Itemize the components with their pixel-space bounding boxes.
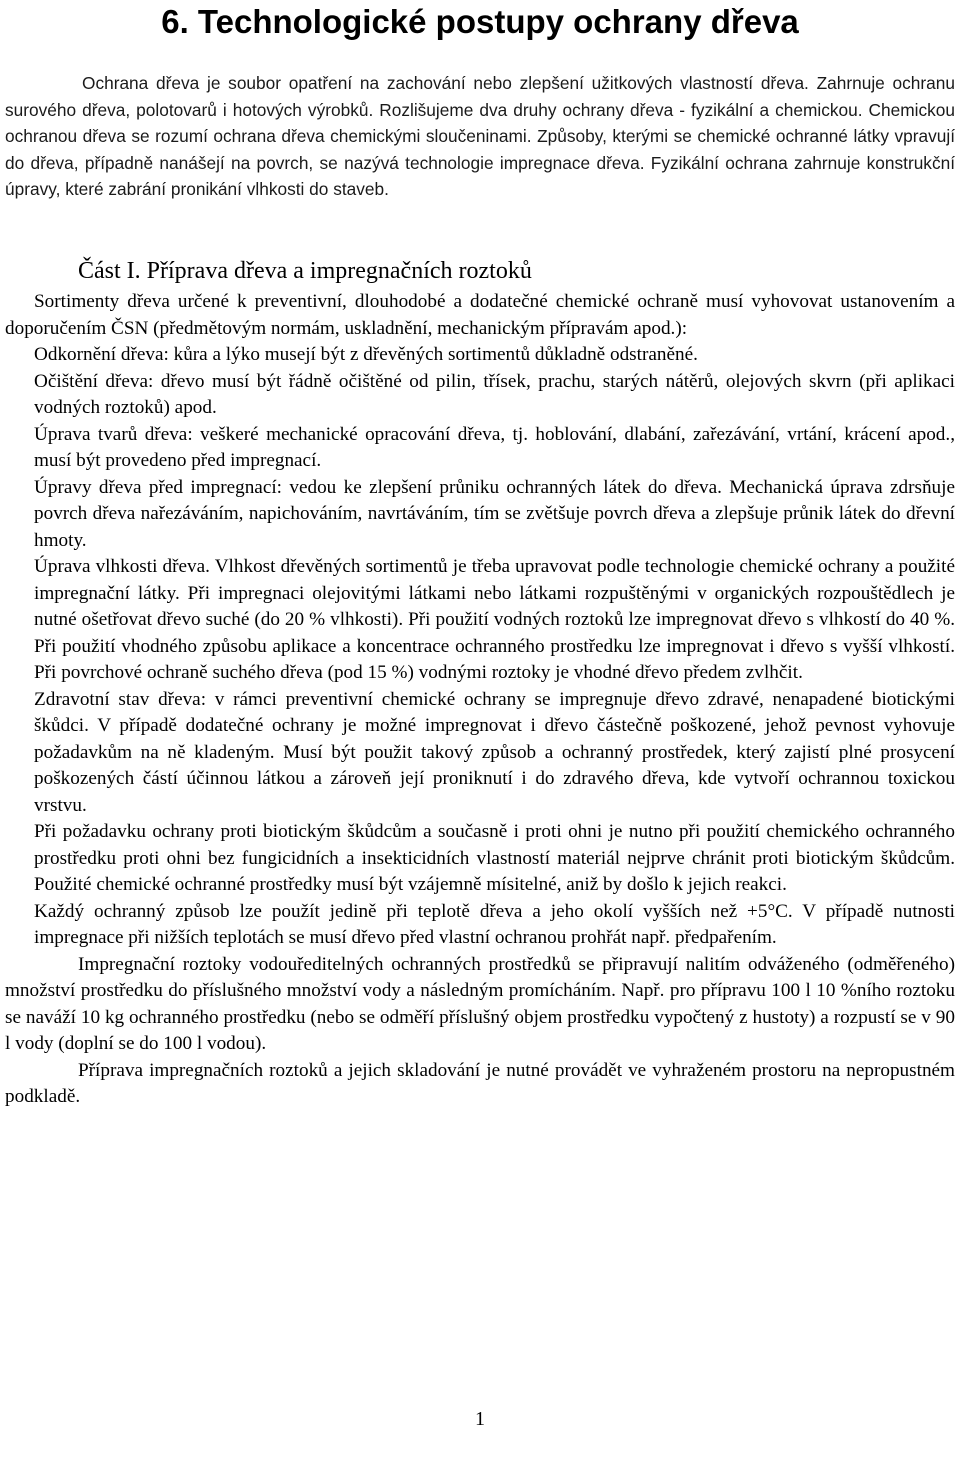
intro-paragraph: Ochrana dřeva je soubor opatření na zachování nebo zlepšení užitkových vlastností dřeva. Zahrnuje ochranu surového dřeva, polotovarů i hotových výrobků. Rozlišujeme dva druhy ochrany dřeva - fyzikální a chemickou. Chemickou ochranou dřeva se rozumí ochrana dřeva chemickými sloučeninami. Způsoby, kterými se chemické ochranné látky vpravují do dřeva, případně nanášejí na povrch, se nazývá technologie impregnace dřeva. Fyzikální ochrana zahrnuje konstrukční úpravy, které zabrání pronikání vlhkosti do staveb.: [5, 73, 955, 199]
list-item-fire-protection: Při požadavku ochrany proti biotickým škůdcům a současně i proti ohni je nutno při použití chemického ochranného prostředku proti ohni bez fungicidních a insekticidních vlastností materiál nejprve chránit proti biotickým škůdcům. Použité chemické ochranné prostředky musí být vzájemně mísitelné, aniž by došlo k jejich reakci.: [34, 821, 955, 895]
storage-paragraph: Příprava impregnačních roztoků a jejich skladování je nutné provádět ve vyhraženém prostoru na nepropustném podkladě.: [5, 1059, 955, 1107]
list-item-temperature: Každý ochranný způsob lze použít jedině při teplotě dřeva a jeho okolí vyšších než +5°C. V případě nutnosti impregnace při nižších teplotách se musí dřevo před vlastní ochranou prohřát např. předpařením.: [34, 900, 955, 948]
section-lead-paragraph: Sortimenty dřeva určené k preventivní, dlouhodobé a dodatečné chemické ochraně musí vyhovovat ustanovením a doporučením ČSN (předmětovým normám, uskladnění, mechanickým přípravám apod.):: [5, 291, 955, 339]
solutions-paragraph: Impregnační roztoky vodouředitelných ochranných prostředků se připravují nalitím odváženého (odměřeného) množství prostředku do příslušného množství vody a následným promícháním. Např. pro přípravu 100 l 10 %ního roztoku se naváží 10 kg ochranného prostředku (nebo se odměří příslušný objem prostředku vypočtený z hustoty) a rozpustí se v 90 l vody (doplní se do 100 l vodou).: [5, 953, 955, 1054]
section-body: [5, 289, 955, 1111]
page-number: 1: [475, 1408, 485, 1430]
list-item-moisture: Úprava vlhkosti dřeva. Vlhkost dřevěných sortimentů je třeba upravovat podle technologie chemické ochrany a použité impregnační látky. Při impregnaci olejovitými látkami nebo látkami rozpuštěnými v organických rozpouštědlech je nutné ošetřovat dřevo suché (do 20 % vlhkosti). Při použití vodných roztoků lze impregnovat dřevo s vlhkostí do 40 %. Při použití vhodného způsobu aplikace a koncentrace ochranného prostředku lze impregnovat i dřevo s vyšší vlhkostí. Při povrchové ochraně suchého dřeva (pod 15 %) vodnými roztoky je vhodné dřevo předem zvlhčit.: [34, 556, 955, 683]
list-item-debarking: Odkornění dřeva: kůra a lýko musejí být z dřevěných sortimentů důkladně odstraněné.: [34, 344, 698, 365]
list-item-cleaning: Očištění dřeva: dřevo musí být řádně očištěné od pilin, třísek, prachu, starých nátěrů, olejových skvrn (při aplikaci vodných roztoků) apod.: [34, 370, 955, 418]
list-item-health: Zdravotní stav dřeva: v rámci preventivní chemické ochrany se impregnuje dřevo zdravé, nenapadené biotickými škůdci. V případě dodatečné ochrany je možné impregnovat i dřevo částečně poškozené, jehož pevnost vyhovuje požadavkům na ně kladeným. Musí být použit takový způsob a ochranný prostředek, který zajistí plné prosycení poškozených částí účinnou látkou a zároveň její proniknutí i do zdravého dřeva, kde vytvoří ochrannou toxickou vrstvu.: [34, 688, 955, 816]
section-heading: Část I. Příprava dřeva a impregnačních roztoků: [78, 258, 532, 284]
page-title: 6. Technologické postupy ochrany dřeva: [161, 3, 799, 40]
list-item-pretreatment: Úpravy dřeva před impregnací: vedou ke zlepšení průniku ochranných látek do dřeva. Mechanická úprava zdrsňuje povrch dřeva nařezáváním, napichováním, navrtáváním, tím se zvětšuje povrch dřeva a zlepšuje průnik látek do dřevní hmoty.: [34, 476, 955, 551]
list-item-shaping: Úprava tvarů dřeva: veškeré mechanické opracování dřeva, tj. hoblování, dlabání, zařezávání, vrtání, krácení apod., musí být provedeno před impregnací.: [34, 423, 955, 471]
